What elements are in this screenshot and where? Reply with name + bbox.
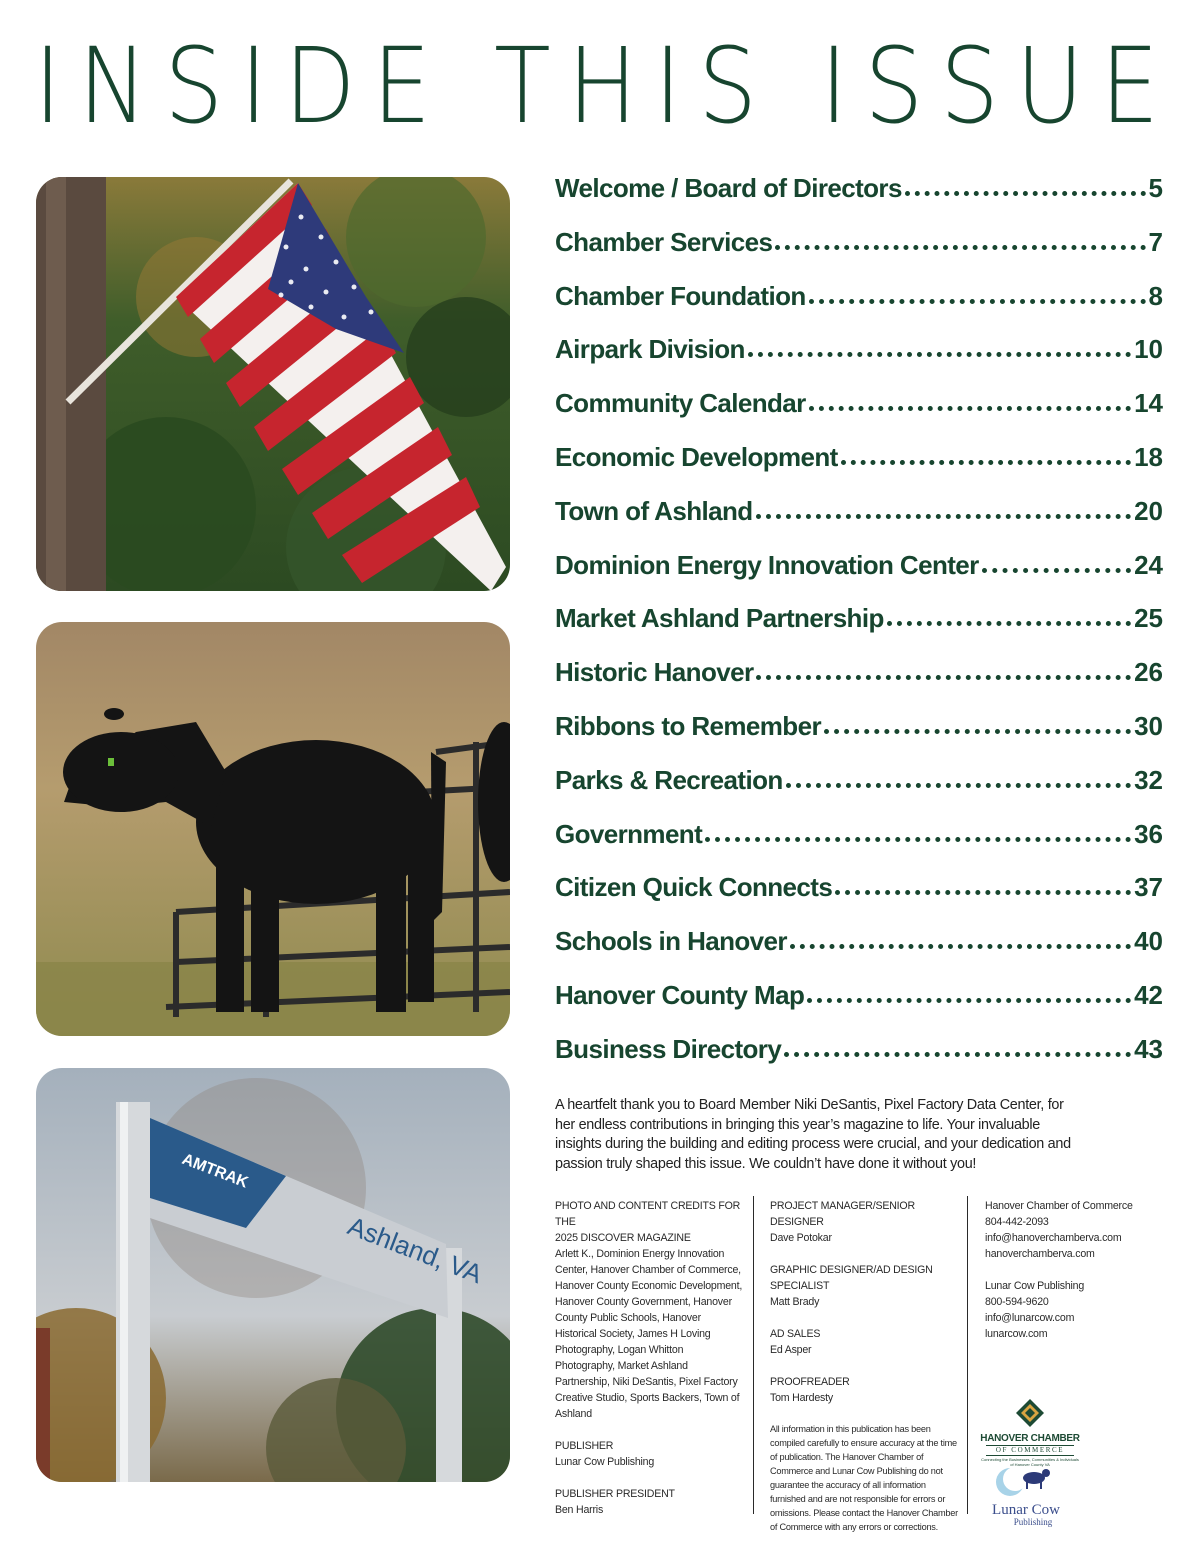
toc-entry[interactable] xyxy=(555,173,1163,227)
toc-dot-leader xyxy=(835,887,1131,895)
toc-entry[interactable] xyxy=(555,926,1163,980)
toc-entry-title: Hanover County Map xyxy=(555,979,805,1010)
toc-dot-leader xyxy=(775,242,1145,250)
toc-entry[interactable] xyxy=(555,334,1163,388)
toc-dot-leader xyxy=(887,618,1131,626)
proofreader-name: Tom Hardesty xyxy=(770,1392,833,1404)
toc-entry[interactable] xyxy=(555,603,1163,657)
table-of-contents xyxy=(555,173,1163,1088)
toc-entry[interactable] xyxy=(555,227,1163,281)
chamber-diamond-icon xyxy=(1013,1398,1047,1428)
toc-entry-title: Airpark Division xyxy=(555,334,745,365)
toc-entry-page: 40 xyxy=(1134,926,1163,957)
photo-credits-heading-1: PHOTO AND CONTENT CREDITS FOR THE xyxy=(555,1200,741,1228)
toc-entry[interactable] xyxy=(555,550,1163,604)
lunar-logo-sub: Publishing xyxy=(1013,1517,1053,1527)
proofreader-heading: PROOFREADER xyxy=(770,1376,850,1388)
project-manager-name: Dave Potokar xyxy=(770,1232,832,1244)
ad-sales-name: Ed Asper xyxy=(770,1344,812,1356)
publisher-president-name: Ben Harris xyxy=(555,1504,604,1516)
toc-entry[interactable] xyxy=(555,496,1163,550)
toc-dot-leader xyxy=(756,511,1132,519)
lunar-contact-website[interactable]: lunarcow.com xyxy=(985,1328,1048,1340)
toc-entry[interactable] xyxy=(555,872,1163,926)
chamber-contact-website[interactable]: hanoverchamberva.com xyxy=(985,1248,1095,1260)
credits-column-contacts xyxy=(985,1198,1175,1342)
chamber-contact-name: Hanover Chamber of Commerce xyxy=(985,1200,1133,1212)
chamber-logo-name: HANOVER CHAMBER xyxy=(980,1433,1080,1444)
toc-entry-page: 10 xyxy=(1134,334,1163,365)
toc-entry-page: 24 xyxy=(1134,549,1163,580)
toc-entry-page: 43 xyxy=(1134,1033,1163,1064)
toc-entry-page: 20 xyxy=(1134,495,1163,526)
lunar-contact-name: Lunar Cow Publishing xyxy=(985,1280,1085,1292)
photo-credits-heading-2: 2025 DISCOVER MAGAZINE xyxy=(555,1232,691,1244)
toc-entry[interactable] xyxy=(555,819,1163,873)
chamber-contact-phone: 804-442-2093 xyxy=(985,1216,1049,1228)
toc-entry-page: 37 xyxy=(1134,872,1163,903)
toc-dot-leader xyxy=(809,296,1146,304)
flag-photo-image xyxy=(36,177,510,591)
moon-cow-icon xyxy=(996,1464,1056,1498)
toc-dot-leader xyxy=(809,403,1131,411)
toc-entry-title: Citizen Quick Connects xyxy=(555,872,833,903)
lunar-logo-name: Lunar Cow xyxy=(992,1502,1060,1518)
page-title: INSIDE THIS ISSUE xyxy=(34,25,1176,147)
toc-dot-leader xyxy=(905,188,1146,196)
amtrak-logo-text: AMTRAK xyxy=(179,1150,251,1192)
cow-photo xyxy=(36,622,510,1036)
column-divider xyxy=(967,1196,968,1514)
toc-entry-page: 26 xyxy=(1134,657,1163,688)
toc-entry-title: Government xyxy=(555,818,703,849)
toc-entry-page: 18 xyxy=(1134,441,1163,472)
publisher-president-heading: PUBLISHER PRESIDENT xyxy=(555,1488,675,1500)
column-divider xyxy=(753,1196,754,1514)
toc-dot-leader xyxy=(807,995,1131,1003)
toc-entry[interactable] xyxy=(555,388,1163,442)
toc-entry-page: 8 xyxy=(1148,280,1163,311)
toc-entry-title: Schools in Hanover xyxy=(555,926,787,957)
toc-entry[interactable] xyxy=(555,442,1163,496)
toc-entry-title: Town of Ashland xyxy=(555,495,753,526)
toc-entry-title: Dominion Energy Innovation Center xyxy=(555,549,979,580)
toc-entry-title: Business Directory xyxy=(555,1033,782,1064)
toc-entry[interactable] xyxy=(555,765,1163,819)
toc-entry-title: Parks & Recreation xyxy=(555,764,783,795)
toc-dot-leader xyxy=(748,349,1131,357)
toc-dot-leader xyxy=(705,834,1131,842)
photo-credits-list: Arlett K., Dominion Energy Innovation Center, Hanover Chamber of Commerce, Hanover County Economic Development, Hanover County Government, Hanover County Public Schools, Hanover Historical Society, James H Loving Photography, Logan Whitton Photography, Market Ashland Partnership, Niki DeSantis, Pixel Factory Creative Studio, Sports Backers, Town of Ashland xyxy=(555,1248,743,1420)
toc-entry[interactable] xyxy=(555,711,1163,765)
credits-column-staff xyxy=(770,1198,960,1534)
toc-dot-leader xyxy=(982,565,1131,573)
toc-entry-page: 42 xyxy=(1134,979,1163,1010)
toc-entry-page: 30 xyxy=(1134,710,1163,741)
disclaimer: All information in this publication has been compiled carefully to ensure accuracy at the time of publication. The Hanover Chamber of Commerce and Lunar Cow Publishing do not guarantee the accuracy of all information furnished and are not responsible for errors or omissions. Please contact the Hanover Chamber of Commerce with any errors or corrections. xyxy=(770,1424,958,1532)
toc-entry-title: Chamber Services xyxy=(555,226,773,257)
ashland-sign-photo-image xyxy=(36,1068,510,1482)
toc-entry-title: Economic Development xyxy=(555,441,838,472)
graphic-designer-heading: GRAPHIC DESIGNER/AD DESIGN SPECIALIST xyxy=(770,1264,933,1292)
thank-you-note: A heartfelt thank you to Board Member Niki DeSantis, Pixel Factory Data Center, for her endless contributions in bringing this year’s magazine to life. Your invaluable insights during the building and editing process were crucial, and your dedication and passion truly shaped this issue. We couldn’t have done it without you! xyxy=(555,1097,1071,1172)
toc-entry-page: 25 xyxy=(1134,603,1163,634)
toc-entry-page: 36 xyxy=(1134,818,1163,849)
toc-entry-title: Chamber Foundation xyxy=(555,280,806,311)
toc-dot-leader xyxy=(841,457,1131,465)
credits-column-photo xyxy=(555,1198,745,1518)
toc-entry-page: 5 xyxy=(1148,173,1163,203)
chamber-contact-email[interactable]: info@hanoverchamberva.com xyxy=(985,1232,1122,1244)
toc-entry-title: Historic Hanover xyxy=(555,657,754,688)
lunar-contact-email[interactable]: info@lunarcow.com xyxy=(985,1312,1075,1324)
toc-entry[interactable] xyxy=(555,1034,1163,1088)
lunar-cow-logo xyxy=(978,1464,1074,1527)
flag-photo xyxy=(36,177,510,591)
ashland-sign-photo xyxy=(36,1068,510,1482)
toc-entry-page: 32 xyxy=(1134,764,1163,795)
project-manager-heading: PROJECT MANAGER/SENIOR DESIGNER xyxy=(770,1200,915,1228)
chamber-logo-tagline: Connecting the Businesses, Communities & Individuals of Hanover County VA xyxy=(981,1457,1079,1467)
hanover-chamber-logo xyxy=(980,1398,1080,1467)
publisher-heading: PUBLISHER xyxy=(555,1440,614,1452)
toc-entry-title: Ribbons to Remember xyxy=(555,710,821,741)
toc-entry-title: Welcome / Board of Directors xyxy=(555,173,902,203)
toc-entry-title: Market Ashland Partnership xyxy=(555,603,884,634)
toc-dot-leader xyxy=(756,672,1131,680)
ad-sales-heading: AD SALES xyxy=(770,1328,821,1340)
publisher-name: Lunar Cow Publishing xyxy=(555,1456,655,1468)
toc-entry-page: 7 xyxy=(1148,226,1163,257)
toc-entry[interactable] xyxy=(555,657,1163,711)
toc-dot-leader xyxy=(784,1049,1131,1057)
toc-entry[interactable] xyxy=(555,980,1163,1034)
lunar-contact-phone: 800-594-9620 xyxy=(985,1296,1049,1308)
graphic-designer-name: Matt Brady xyxy=(770,1296,820,1308)
toc-dot-leader xyxy=(786,780,1131,788)
cow-photo-image xyxy=(36,622,510,1036)
toc-dot-leader xyxy=(790,941,1131,949)
chamber-logo-sub: OF COMMERCE xyxy=(986,1445,1074,1456)
ashland-sign-text: Ashland, VA xyxy=(343,1210,487,1290)
toc-entry-page: 14 xyxy=(1134,388,1163,419)
toc-dot-leader xyxy=(824,726,1131,734)
toc-entry[interactable] xyxy=(555,281,1163,335)
toc-entry-title: Community Calendar xyxy=(555,388,806,419)
